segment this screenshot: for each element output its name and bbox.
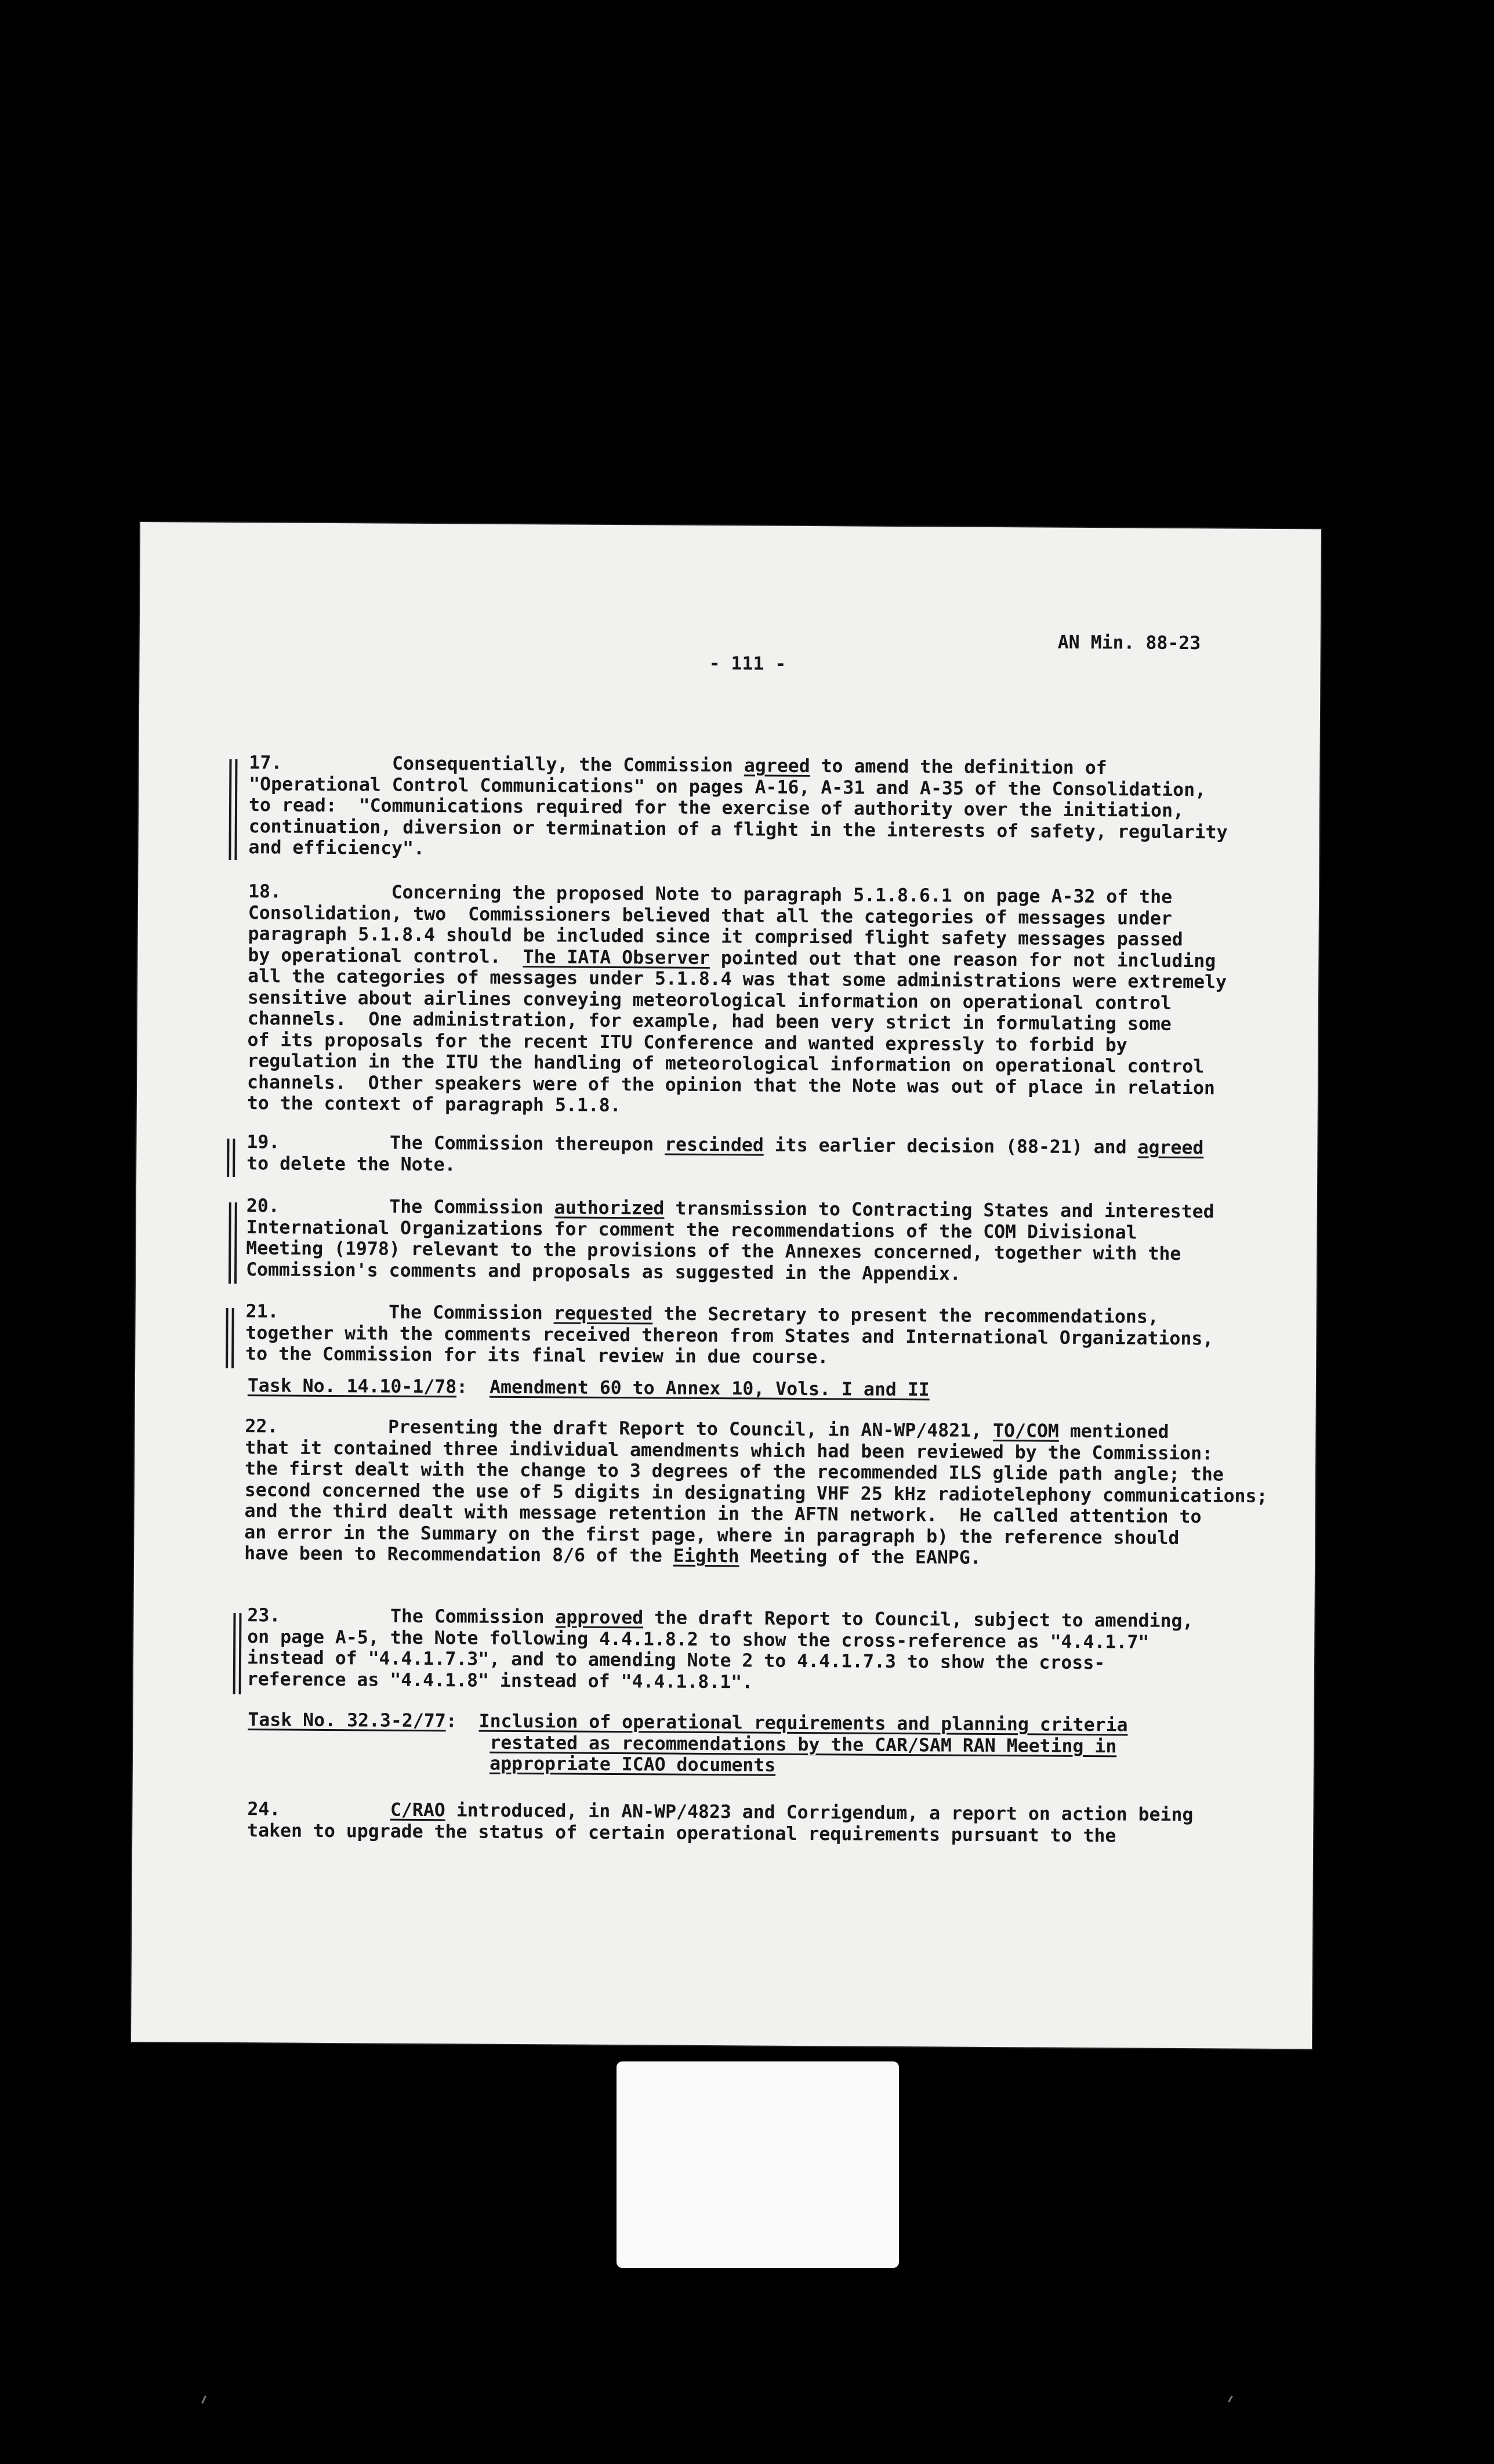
paragraph-22: 22. Presenting the draft Report to Council, in AN-WP/4821, TO/COM mentioned that it contained three individual amendments which had been reviewed by the Commission: the first dealt with the change to 3 degrees of the recommended ILS glide path angle; the second concerned the use of 5 digits in designating VHF 25 kHz radiotelephony communications; and the third dealt with message retention in the AFTN network. He called attention to an error in the Summary on the first page, where in paragraph b) the reference should have been to Recommendation 8/6 of the Eighth Meeting of the EANPG. bbox=[244, 1416, 1268, 1568]
scan-speck bbox=[201, 2396, 206, 2404]
paragraph-17: 17. Consequentially, the Commission agreed to amend the definition of "Operational Control Communications" on pages A-16, A-31 and A-35 of the Consolidation, to read: "Communications required for the exercise of authority over the initiation, continuation, diversion or termination of a flight in the interests of safety, regularity and efficiency". bbox=[248, 752, 1228, 860]
task-heading-14-10: Task No. 14.10-1/78: Amendment 60 to Annex 10, Vols. I and II bbox=[247, 1375, 930, 1401]
paragraph-21: 21. The Commission requested the Secretary to present the recommendations, together with the comments received thereon from States and International Organizations, to the Commission for its final review in due course. bbox=[245, 1301, 1214, 1368]
document-reference: AN Min. 88-23 bbox=[1057, 632, 1201, 654]
task-heading-32-3: Task No. 32.3-2/77: Inclusion of operational requirements and planning criteria restated as recommendations by the CAR/SAM RAN Meeting in appropriate ICAO documents bbox=[248, 1709, 1128, 1776]
change-bar bbox=[229, 759, 237, 860]
paragraph-20: 20. The Commission authorized transmission to Contracting States and interested International Organizations for comment the recommendations of the COM Divisional Meeting (1978) relevant to the provisions of the Annexes concerned, together with the Commission's comments and proposals as suggested in the Appendix. bbox=[246, 1195, 1214, 1285]
paragraph-24: 24. C/RAO introduced, in AN-WP/4823 and Corrigendum, a report on action being taken to upgrade the status of certain operational requirements pursuant to the bbox=[247, 1799, 1194, 1846]
change-bar bbox=[226, 1308, 234, 1368]
change-bar bbox=[227, 1139, 235, 1177]
change-bar bbox=[233, 1613, 242, 1694]
change-bar bbox=[229, 1202, 237, 1284]
paragraph-19: 19. The Commission thereupon rescinded its earlier decision (88-21) and agreed to delete the Note. bbox=[246, 1132, 1204, 1175]
page-number: - 111 - bbox=[709, 653, 786, 675]
paragraph-23: 23. The Commission approved the draft Report to Council, subject to amending, on page A-5, the Note following 4.4.1.8.2 to show the cross-reference as "4.4.1.7" instead of "4.4.1.7.3", and to amending Note 2 to 4.4.1.7.3 to show the cross- reference as "4.4.1.8" instead of "4.4.1.8.1". bbox=[246, 1605, 1194, 1693]
document-page bbox=[131, 522, 1321, 2049]
scan-speck bbox=[1228, 2396, 1233, 2403]
paragraph-18: 18. Concerning the proposed Note to paragraph 5.1.8.6.1 on page A-32 of the Consolidation, two Commissioners believed that all the categories of messages under paragraph 5.1.8.4 should be included since it comprised flight safety messages passed by operational control. The IATA Observer pointed out that one reason for not including all the categories of messages under 5.1.8.4 was that some administrations were extremely sensitive about airlines conveying meteorological information on operational control channels. One administration, for example, had been very strict in formulating some of its proposals for the recent ITU Conference and wanted expressly to forbid by regulation in the ITU the handling of meteorological information on operational control channels. Other speakers were of the opinion that the Note was out of place in relation to the context of paragraph 5.1.8. bbox=[246, 881, 1227, 1117]
blank-label-slip bbox=[617, 2061, 899, 2268]
